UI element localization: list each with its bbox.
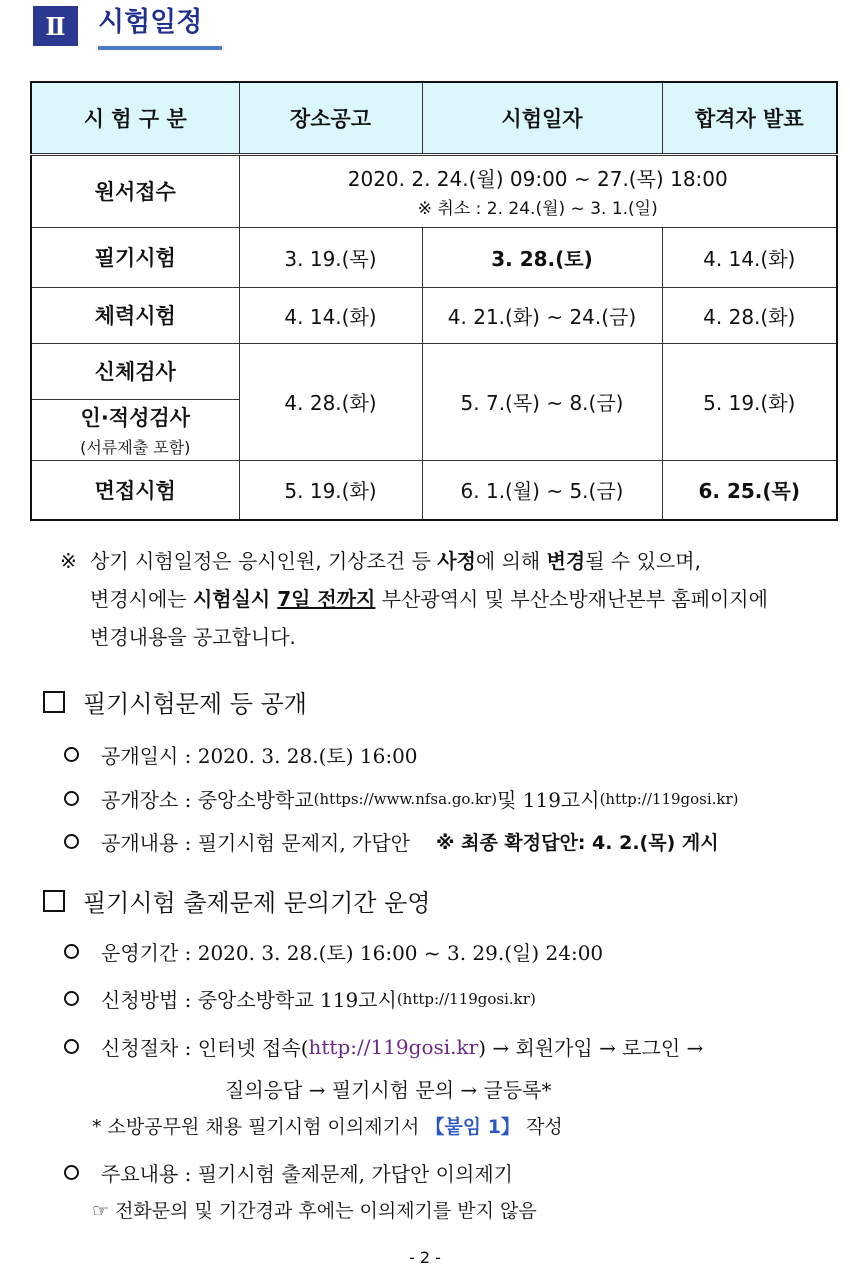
note-line-3: 변경내용을 공고합니다.	[90, 625, 296, 649]
circle-bullet-icon	[64, 944, 79, 959]
row-label-medical: 신체검사	[31, 343, 239, 399]
circle-bullet-icon	[64, 1165, 79, 1180]
note-text: 변경시에는	[90, 587, 193, 611]
inquiry-period: 운영기간 : 2020. 3. 28.(토) 16:00 ~ 3. 29.(일) 24:00	[101, 941, 604, 965]
written-result: 4. 14.(화)	[662, 227, 837, 287]
gosi-url: (http://119gosi.kr)	[396, 989, 536, 1008]
phone-inquiry-note: ☞ 전화문의 및 기간경과 후에는 이의제기를 받지 않음	[92, 1200, 537, 1222]
medical-date: 5. 7.(목) ~ 8.(금)	[422, 343, 662, 460]
table-row	[31, 460, 837, 520]
note-mark: ※	[60, 549, 77, 573]
list-item	[64, 1158, 513, 1187]
written-date: 3. 28.(토)	[422, 227, 662, 287]
disclosure-date: 공개일시 : 2020. 3. 28.(토) 16:00	[101, 744, 418, 768]
table-row	[31, 343, 837, 399]
interview-venue: 5. 19.(화)	[239, 460, 422, 520]
inquiry-method: 신청방법 : 중앙소방학교 119고시	[101, 988, 397, 1012]
section-heading	[33, 6, 222, 50]
square-bullet-icon	[43, 691, 65, 713]
table-row	[31, 227, 837, 287]
inquiry-main: 주요내용 : 필기시험 출제문제, 가답안 이의제기	[101, 1162, 513, 1186]
header-category: 시 험 구 분	[31, 82, 239, 154]
note-bold: 시험실시	[192, 587, 278, 611]
row-label-apply: 원서접수	[31, 154, 239, 227]
interview-result: 6. 25.(목)	[662, 460, 837, 520]
row-label-aptitude-cell	[31, 399, 239, 460]
inquiry-procedure-continued: 질의응답 → 필기시험 문의 → 글등록*	[225, 1078, 552, 1102]
note-text: 에 의해	[475, 549, 547, 573]
circle-bullet-icon	[64, 991, 79, 1006]
written-venue: 3. 19.(목)	[239, 227, 422, 287]
inquiry-title: 필기시험 출제문제 문의기간 운영	[83, 889, 431, 917]
list-item	[64, 1032, 703, 1061]
gosi-url: (http://119gosi.kr)	[599, 789, 739, 808]
physical-date: 4. 21.(화) ~ 24.(금)	[422, 287, 662, 343]
cancel-period: ※ 취소 : 2. 24.(월) ~ 3. 1.(일)	[417, 199, 658, 219]
header-venue: 장소공고	[239, 82, 422, 154]
note-line-1	[60, 542, 850, 580]
row-label-aptitude-sub: (서류제출 포함)	[80, 437, 191, 457]
list-item	[64, 937, 603, 966]
star-note-text: 작성	[519, 1116, 563, 1138]
table-row	[31, 287, 837, 343]
row-label-written: 필기시험	[31, 227, 239, 287]
table-row	[31, 154, 837, 227]
apply-period: 2020. 2. 24.(월) 09:00 ~ 27.(목) 18:00	[347, 167, 728, 191]
circle-bullet-icon	[64, 791, 79, 806]
gosi-link[interactable]: http://119gosi.kr	[308, 1034, 479, 1059]
disclosure-place-and: 및 119고시	[497, 788, 600, 812]
note-bold: 사정	[437, 549, 476, 573]
interview-date: 6. 1.(월) ~ 5.(금)	[422, 460, 662, 520]
list-item	[64, 827, 719, 856]
list-item	[64, 984, 536, 1013]
row-label-aptitude: 인·적성검사	[80, 405, 190, 430]
disclosure-heading	[43, 684, 307, 719]
schedule-note	[60, 542, 850, 656]
note-text: 될 수 있으며,	[585, 549, 701, 573]
disclosure-title: 필기시험문제 등 공개	[83, 690, 307, 718]
list-item	[64, 740, 418, 769]
objection-form-note	[92, 1112, 563, 1139]
nfsa-url: (https://www.nfsa.go.kr)	[313, 789, 498, 808]
attachment-ref: 【붙임 1】	[425, 1116, 520, 1138]
header-result: 합격자 발표	[662, 82, 837, 154]
disclosure-place: 공개장소 : 중앙소방학교	[101, 788, 314, 812]
note-underlined: 7일 전까지	[277, 587, 376, 611]
circle-bullet-icon	[64, 747, 79, 762]
page-number: - 2 -	[409, 1248, 441, 1267]
section-title: 시험일정	[98, 6, 222, 50]
list-item	[64, 784, 739, 813]
disclosure-content: 공개내용 : 필기시험 문제지, 가답안	[101, 831, 411, 855]
section-numeral: Ⅱ	[33, 6, 78, 46]
final-answer-note: ※ 최종 확정답안: 4. 2.(목) 게시	[436, 832, 719, 854]
physical-result: 4. 28.(화)	[662, 287, 837, 343]
header-date: 시험일자	[422, 82, 662, 154]
table-header-row	[31, 82, 837, 154]
inquiry-heading	[43, 883, 430, 918]
row-label-interview: 면접시험	[31, 460, 239, 520]
medical-venue: 4. 28.(화)	[239, 343, 422, 460]
note-text: 상기 시험일정은 응시인원, 기상조건 등	[90, 549, 438, 573]
star-note-text: * 소방공무원 채용 필기시험 이의제기서	[92, 1116, 426, 1138]
inquiry-procedure-steps: ) → 회원가입 → 로그인 →	[478, 1036, 704, 1060]
circle-bullet-icon	[64, 1039, 79, 1054]
square-bullet-icon	[43, 890, 65, 912]
physical-venue: 4. 14.(화)	[239, 287, 422, 343]
note-line-2	[60, 580, 850, 618]
apply-period-cell	[239, 154, 837, 227]
circle-bullet-icon	[64, 834, 79, 849]
note-bold: 변경	[546, 549, 586, 573]
row-label-physical: 체력시험	[31, 287, 239, 343]
inquiry-procedure: 신청절차 : 인터넷 접속(	[101, 1036, 309, 1060]
medical-result: 5. 19.(화)	[662, 343, 837, 460]
schedule-table	[30, 81, 838, 521]
note-text: 부산광역시 및 부산소방재난본부 홈페이지에	[375, 587, 768, 611]
